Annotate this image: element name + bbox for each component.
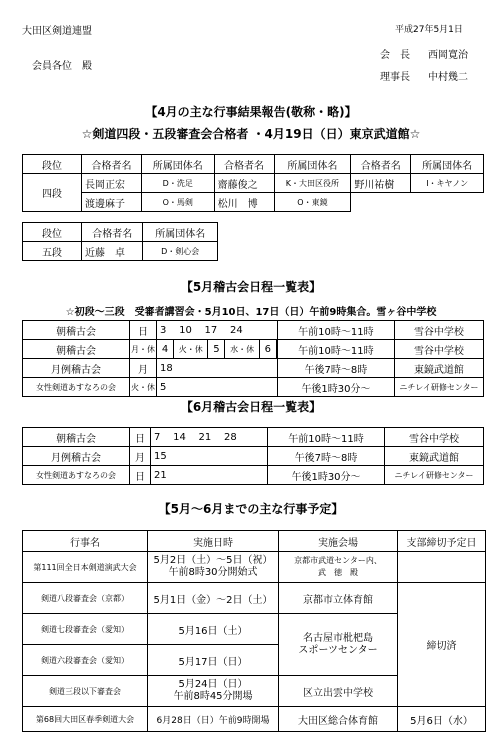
practice-dates: 15 <box>151 447 268 466</box>
practice-place: 雪谷中学校 <box>394 321 483 340</box>
event-venue-line: 名古屋市枇杷島 <box>303 632 373 644</box>
passer-name: 長岡正宏 <box>82 174 142 193</box>
event-venue: 区立出雲中学校 <box>279 676 398 707</box>
rank-cell: 四段 <box>23 174 82 212</box>
header-cell: 段位 <box>23 223 82 242</box>
event-date <box>148 676 279 707</box>
header-cell: 合格者名 <box>82 223 143 242</box>
practice-place: ニチレイ研修センター <box>385 466 484 485</box>
practice-dates: 21 <box>151 466 268 485</box>
table-header-row <box>23 155 484 174</box>
date: 4 <box>157 340 174 359</box>
header-cell: 段位 <box>23 155 82 174</box>
practice-time: 午前10時～11時 <box>277 340 394 359</box>
weekday: 日 <box>130 466 151 485</box>
weekday: 火・休 <box>130 378 157 397</box>
practice-time: 午後1時30分～ <box>268 466 385 485</box>
june-schedule-table <box>22 427 484 485</box>
date: 14 <box>173 431 186 443</box>
header-cell: 行事名 <box>23 531 148 552</box>
header-cell: 所属団体名 <box>274 155 351 174</box>
passer-name: 近藤 卓 <box>82 242 143 261</box>
table-row <box>23 378 484 397</box>
table-row <box>23 340 484 359</box>
event-venue-line: スポーツセンター <box>298 644 378 656</box>
may-schedule-note: ☆初段～三段 受審者講習会・5月10日、17日（日）午前9時集合。雪ヶ谷中学校 <box>65 307 437 318</box>
events-table <box>22 530 486 732</box>
club-name: K・大田区役所 <box>274 174 351 193</box>
passer-name: 野川祐樹 <box>351 174 411 193</box>
role-president: 会 長 <box>380 50 410 61</box>
table-row <box>23 466 484 485</box>
events-title: 【5月～6月までの主な行事予定】 <box>158 502 344 516</box>
table-row <box>23 242 218 261</box>
header-cell: 所属団体名 <box>141 155 214 174</box>
header-cell: 合格者名 <box>82 155 142 174</box>
deadline-cell <box>398 552 486 583</box>
practice-place: 東鏡武道館 <box>394 359 483 378</box>
practice-place: 雪谷中学校 <box>394 340 483 359</box>
header-cell: 支部締切予定日 <box>398 531 486 552</box>
practice-name: 女性剣道あすなろの会 <box>23 378 130 397</box>
practice-dates <box>157 321 278 340</box>
empty-cell <box>411 193 484 212</box>
event-venue-line: 京都市武道センター内、 <box>294 556 382 565</box>
event-name: 剣道八段審査会（京都） <box>23 583 148 614</box>
may-schedule-table <box>22 320 484 397</box>
date: 28 <box>224 431 237 443</box>
name-director: 中村幾二 <box>428 72 468 83</box>
club-name: I・キヤノン <box>411 174 484 193</box>
practice-dates: 5 <box>157 378 278 397</box>
table-row <box>23 359 484 378</box>
event-venue: 大田区総合体育館 <box>279 707 398 732</box>
passers-table-4dan <box>22 154 484 212</box>
event-date: 5月17日（日） <box>148 645 279 676</box>
exam-subtitle: ☆剣道四段・五段審査会合格者 ・4月19日（日）東京武道館☆ <box>81 127 421 141</box>
org-name: 大田区剣道連盟 <box>22 26 92 37</box>
event-date-line: 午前8時45分開場 <box>173 691 253 702</box>
club-name: D・洗足 <box>141 174 214 193</box>
date: 21 <box>198 431 212 443</box>
table-header-row <box>23 531 486 552</box>
practice-name: 朝稽古会 <box>23 321 130 340</box>
practice-name: 朝稽古会 <box>23 340 130 359</box>
table-header-row <box>23 223 218 242</box>
event-venue <box>279 552 398 583</box>
practice-name: 朝稽古会 <box>23 428 130 447</box>
weekday: 月 <box>130 359 157 378</box>
club-name: D・剣心会 <box>143 242 218 261</box>
weekday: 日 <box>130 321 157 340</box>
event-date: 5月1日（金）～2日（土） <box>148 583 279 614</box>
header-cell: 実施会場 <box>279 531 398 552</box>
header-cell: 所属団体名 <box>143 223 218 242</box>
event-name: 剣道三段以下審査会 <box>23 676 148 707</box>
weekday: 日 <box>130 428 151 447</box>
event-venue <box>279 614 398 676</box>
weekday: 火・休 <box>174 340 208 359</box>
weekday: 月 <box>130 447 151 466</box>
date: 7 <box>154 431 161 443</box>
issue-date: 平成27年5月1日 <box>395 25 463 35</box>
passer-name: 松川 博 <box>214 193 274 212</box>
empty-cell <box>351 193 411 212</box>
practice-dates <box>151 428 268 447</box>
passer-name: 齋藤俊之 <box>214 174 274 193</box>
table-row <box>23 447 484 466</box>
practice-dates: 18 <box>157 359 278 378</box>
event-name: 第68回大田区春季剣道大会 <box>23 707 148 732</box>
event-date-line: 5月2日（土）～5日（祝） <box>153 555 273 566</box>
weekday: 水・休 <box>225 340 259 359</box>
practice-name: 女性剣道あすなろの会 <box>23 466 130 485</box>
practice-time: 午後1時30分～ <box>277 378 394 397</box>
name-president: 西岡寛治 <box>428 50 468 61</box>
header-cell: 所属団体名 <box>411 155 484 174</box>
date: 24 <box>230 324 243 336</box>
club-name: O・東鏡 <box>274 193 351 212</box>
header-cell: 合格者名 <box>351 155 411 174</box>
date: 3 <box>160 324 167 336</box>
passers-table-5dan <box>22 222 218 261</box>
table-row <box>23 193 484 212</box>
date: 6 <box>259 340 276 359</box>
date: 5 <box>208 340 225 359</box>
practice-place: 東鏡武道館 <box>385 447 484 466</box>
practice-time: 午前10時～11時 <box>268 428 385 447</box>
practice-time: 午前10時～11時 <box>277 321 394 340</box>
event-date: 5月16日（土） <box>148 614 279 645</box>
event-date: 6月28日（日）午前9時開場 <box>148 707 279 732</box>
may-schedule-title: 【5月稽古会日程一覧表】 <box>180 280 322 294</box>
header-cell: 合格者名 <box>214 155 274 174</box>
weekday: 月・休 <box>130 340 157 359</box>
table-row <box>23 428 484 447</box>
event-venue: 京都市立体育館 <box>279 583 398 614</box>
event-name: 第111回全日本剣道演武大会 <box>23 552 148 583</box>
table-row <box>23 583 486 614</box>
practice-place: 雪谷中学校 <box>385 428 484 447</box>
role-director: 理事長 <box>380 72 410 83</box>
date: 17 <box>204 324 218 336</box>
passer-name: 渡邊麻子 <box>82 193 142 212</box>
table-row <box>23 707 486 732</box>
june-schedule-title: 【6月稽古会日程一覧表】 <box>180 400 322 414</box>
header-cell: 実施日時 <box>148 531 279 552</box>
table-row <box>23 321 484 340</box>
date: 10 <box>179 324 192 336</box>
rank-cell: 五段 <box>23 242 82 261</box>
event-name: 剣道六段審査会（愛知） <box>23 645 148 676</box>
practice-name: 月例稽古会 <box>23 359 130 378</box>
deadline-closed: 締切済 <box>398 583 486 707</box>
addressee: 会員各位 殿 <box>32 61 92 72</box>
practice-place: ニチレイ研修センター <box>394 378 483 397</box>
event-date <box>148 552 279 583</box>
practice-time: 午後7時～8時 <box>268 447 385 466</box>
club-name: O・馬剣 <box>141 193 214 212</box>
practice-name: 月例稽古会 <box>23 447 130 466</box>
deadline-date: 5月6日（水） <box>398 707 486 732</box>
table-row <box>23 174 484 193</box>
event-name: 剣道七段審査会（愛知） <box>23 614 148 645</box>
event-date-line: 5月24日（日） <box>178 679 248 690</box>
report-title: 【4月の主な行事結果報告(敬称・略)】 <box>145 105 357 119</box>
event-venue-line: 武 徳 殿 <box>318 568 358 577</box>
table-row <box>23 552 486 583</box>
event-date-line: 午前8時30分開始式 <box>168 567 258 578</box>
practice-time: 午後7時～8時 <box>277 359 394 378</box>
